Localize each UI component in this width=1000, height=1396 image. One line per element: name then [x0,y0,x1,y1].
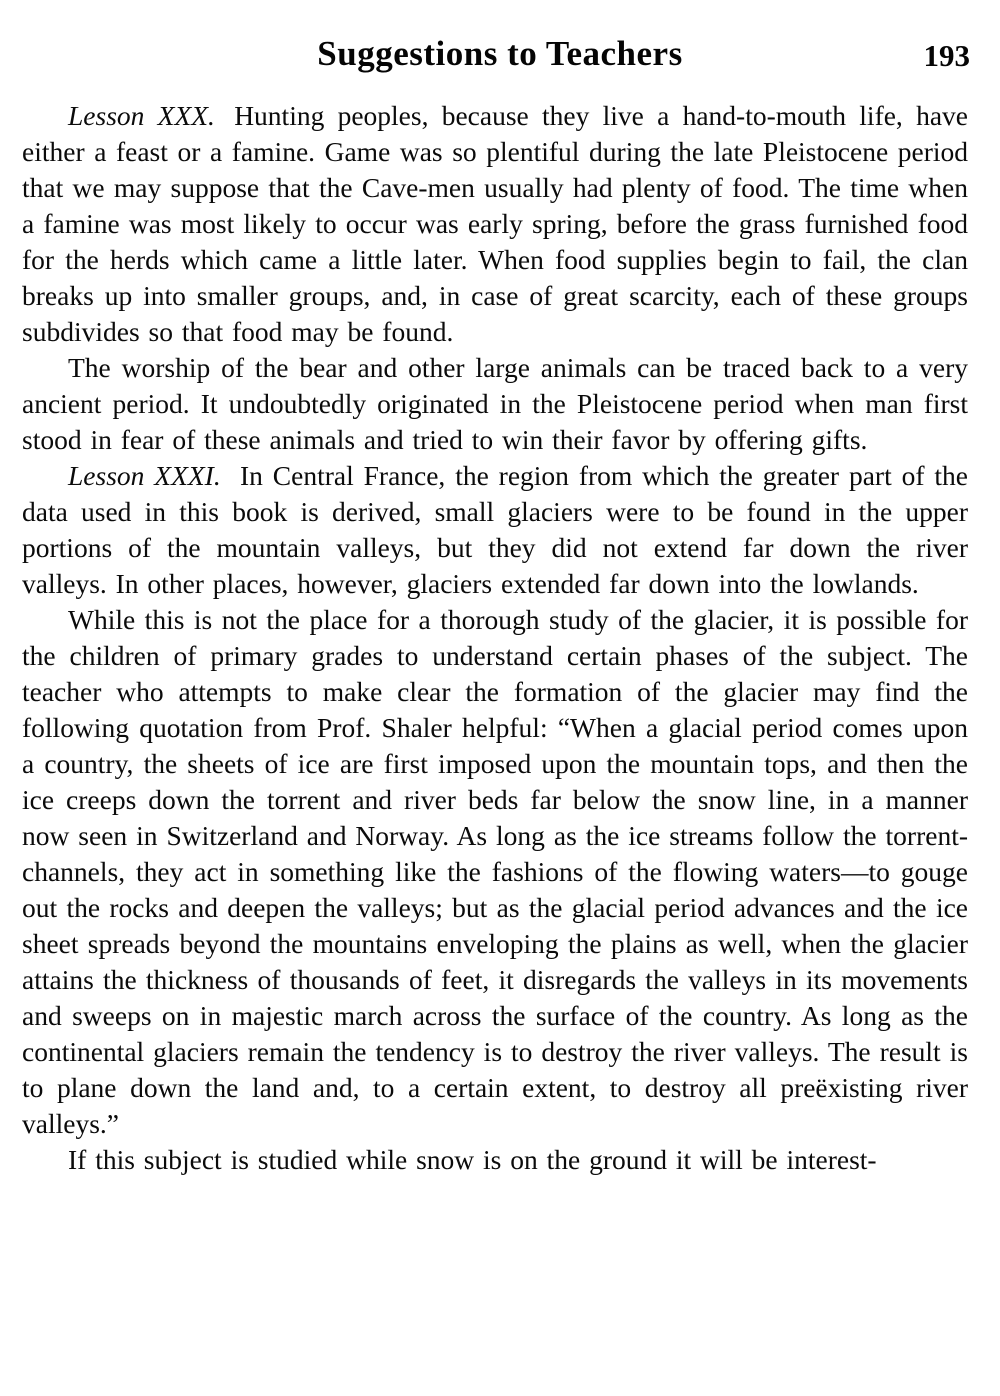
page-number: 193 [923,38,970,73]
paragraph-lesson-xxxi [22,458,968,602]
paragraph-lesson-xxx [22,98,968,350]
lesson-xxxi-label: Lesson XXXI. [68,460,221,491]
paragraph-text: While this is not the place for a thorough study of the glacier, it is possible for the children of primary grades to understand certain phases of the subject. The teacher who attempts to make clear the formation of the glacier may find the following quotation from Prof. Shaler helpful: “When a glacial period comes upon a country, the sheets of ice are first imposed upon the mountain tops, and then the ice creeps down the torrent and river beds far below the snow line, in a manner now seen in Switzerland and Norway. As long as the ice streams follow the torrent-channels, they act in something like the fashions of the flowing waters—to gouge out the rocks and deepen the valleys; but as the glacial period advances and the ice sheet spreads beyond the mountains enveloping the plains as well, when the glacier attains the thickness of thousands of feet, it disregards the valleys in its movements and sweeps on in majestic march across the surface of the country. As long as the continental glaciers remain the tendency is to destroy the river valleys. The result is to plane down the land and, to a certain extent, to destroy all preëxisting river valleys.” [22,604,968,1139]
page-body [22,98,968,1178]
paragraph-glacier-quotation [22,602,968,1142]
paragraph-text: If this subject is studied while snow is on the ground it will be interest- [68,1144,877,1175]
paragraph-text: Hunting peoples, because they live a hand-to-mouth life, have either a feast or a famine. Game was so plentiful during the late Pleistocene period that we may suppose that the Cave-men usually had plenty of food. The time when a famine was most likely to occur was early spring, before the grass furnished food for the herds which came a little later. When food supplies begin to fail, the clan breaks up into smaller groups, and, in case of great scarcity, each of these groups subdivides so that food may be found. [22,100,968,347]
page-title: Suggestions to Teachers [317,34,683,73]
lesson-xxx-label: Lesson XXX. [68,100,215,131]
paragraph-text: The worship of the bear and other large animals can be traced back to a very ancient period. It undoubtedly originated in the Pleistocene period when man first stood in fear of these animals and tried to win their favor by offering gifts. [22,352,968,455]
paragraph-text: In Central France, the region from which the greater part of the data used in this book is derived, small glaciers were to be found in the upper portions of the mountain valleys, but they did not extend far down the river valleys. In other places, however, glaciers extended far down into the lowlands. [22,460,969,599]
paragraph-snow-study [22,1142,968,1178]
paragraph-bear-worship [22,350,968,458]
